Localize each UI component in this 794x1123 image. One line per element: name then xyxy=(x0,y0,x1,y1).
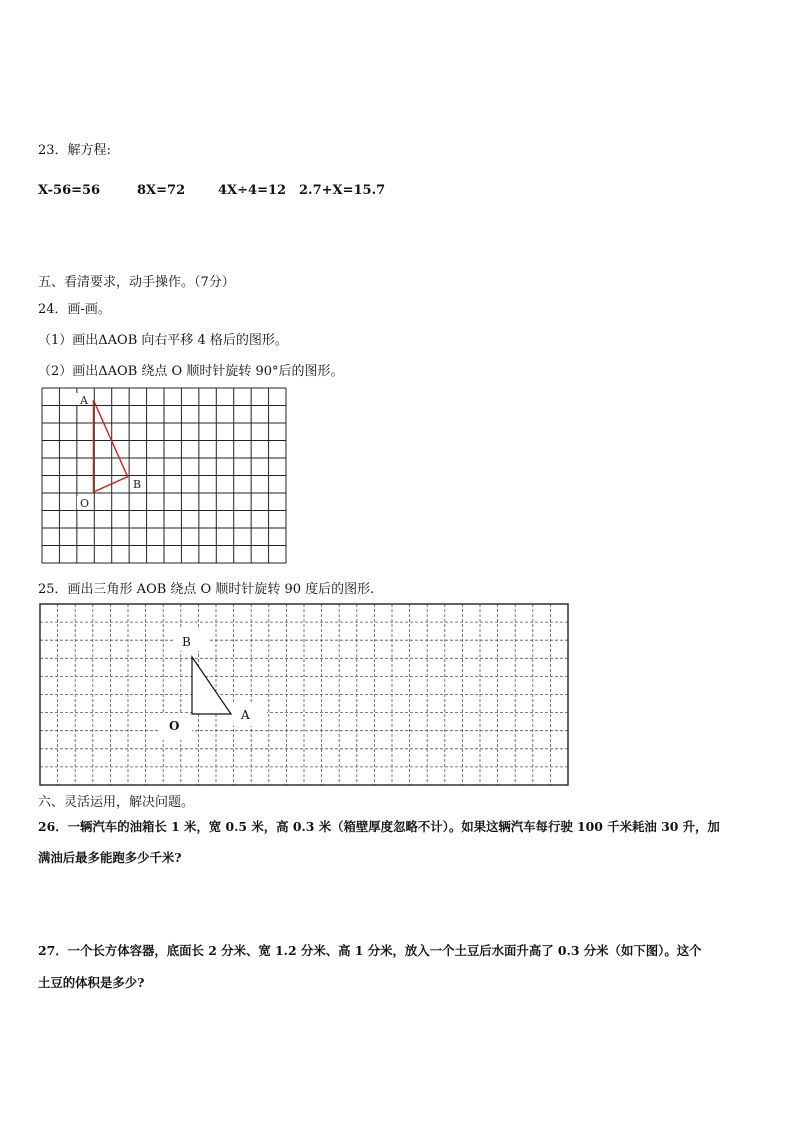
label-a: A xyxy=(80,394,88,407)
q25-grid-figure xyxy=(38,602,572,787)
label-o: O xyxy=(80,497,90,510)
label-b: B xyxy=(133,478,142,491)
equation-2: 8X=72 xyxy=(137,183,186,198)
section6-title: 六、灵活运用，解决问题。 xyxy=(38,795,195,810)
label-b-bg xyxy=(174,629,208,651)
q24-grid xyxy=(42,388,286,563)
q27-line2: 土豆的体积是多少? xyxy=(38,975,145,990)
equation-3: 4X÷4=12 xyxy=(218,183,287,198)
triangle-aob xyxy=(93,400,127,492)
q24-part1: （1）画出ΔAOB 向右平移 4 格后的图形。 xyxy=(38,333,288,348)
q25-grid xyxy=(40,604,568,785)
q26-line1: 26．一辆汽车的油箱长 1 米，宽 0.5 米，高 0.3 米（箱壁厚度忽略不计）。如果这辆汽车每行驶 100 千米耗油 30 升，加 xyxy=(38,819,720,834)
label-b: B xyxy=(182,635,191,649)
equation-4: 2.7+X=15.7 xyxy=(299,183,386,198)
q24-grid-figure xyxy=(36,384,296,572)
q24-part2: （2）画出ΔAOB 绕点 O 顺时针旋转 90°后的图形。 xyxy=(38,364,344,379)
q26-line2: 满油后最多能跑多少千米? xyxy=(38,850,182,865)
q23-title: 23．解方程: xyxy=(38,143,111,158)
q25-title: 25．画出三角形 AOB 绕点 O 顺时针旋转 90 度后的图形. xyxy=(38,582,375,597)
label-o: O xyxy=(169,719,180,733)
section5-title: 五、看清要求，动手操作。（7分） xyxy=(38,275,235,290)
equation-1: X-56=56 xyxy=(38,183,101,198)
label-a: A xyxy=(241,708,250,722)
triangle-aob xyxy=(192,657,231,714)
q27-line1: 27．一个长方体容器，底面长 2 分米、宽 1.2 分米、高 1 分米，放入一个土豆后水面升高了 0.3 分米（如下图）。这个 xyxy=(38,943,702,958)
q24-title: 24．画-画。 xyxy=(38,302,111,317)
